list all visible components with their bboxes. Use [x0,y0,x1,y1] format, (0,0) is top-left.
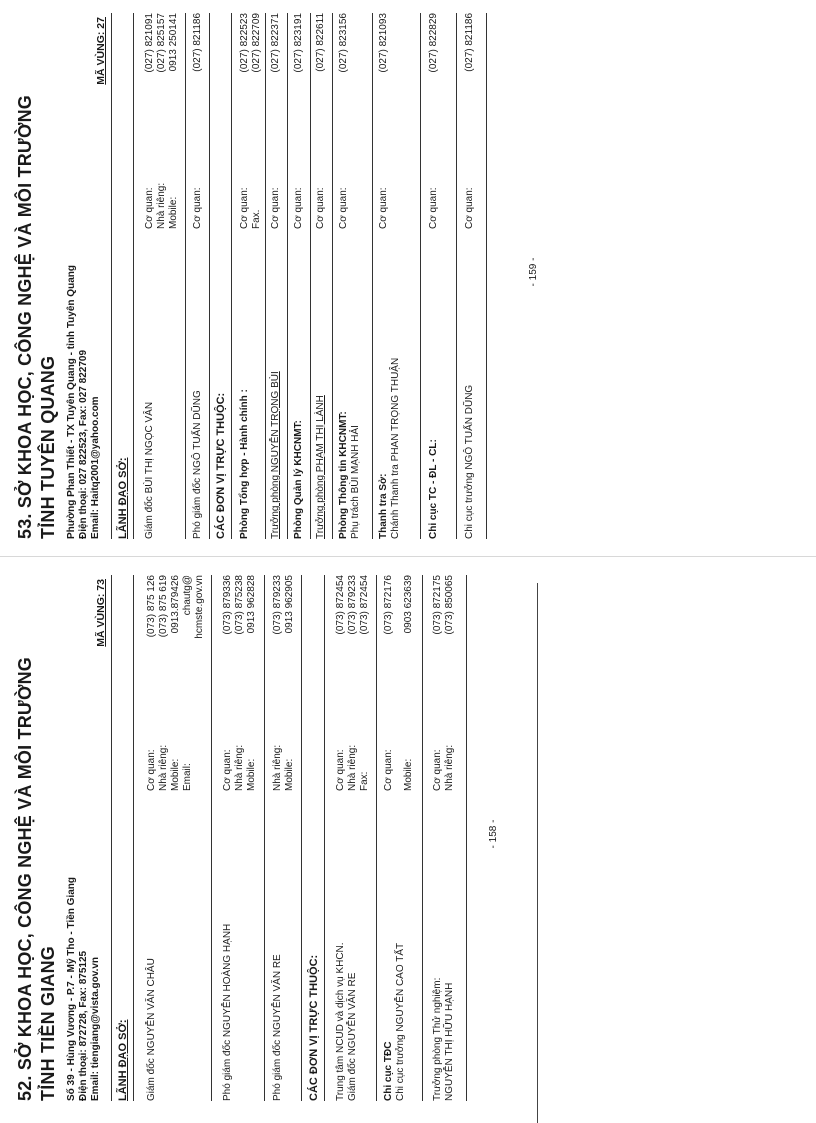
divider [231,13,232,539]
divider [456,13,457,539]
contact-value: 0913 962828 [246,575,257,634]
unit-name: Phòng Quản lý KHCNMT: [293,420,304,539]
contact-label: Cơ quan: [432,749,443,791]
unit-name: Trưởng phòng Thử nghiệm: [432,977,443,1101]
contact-value: (027) 822611 [315,13,326,72]
page-number: - 158 - [488,819,499,849]
divider [133,575,134,1101]
leader-name: Phó giám đốc NGUYỄN HOÀNG HẠNH [222,923,233,1101]
contact-label: Mobile: [170,758,181,791]
contact-value: 0913 962905 [284,575,295,634]
contact-value: (073) 879233 [272,575,283,635]
divider [111,575,112,1101]
contact-label: Cơ quan: [338,187,349,229]
contact-value: (027) 821091 [144,13,155,73]
contact-label: Cơ quan: [239,187,250,229]
dept-contact [66,741,102,1101]
contact-value: (073) 872454 [359,575,370,635]
dept-title-line2: TỈNH TUYÊN QUANG [38,355,58,539]
page-159 [0,4,816,539]
contact-label: Mobile: [168,196,179,229]
contact-label: Cơ quan: [192,187,203,229]
divider [185,13,186,539]
divider [211,575,212,1101]
contact-label: Cơ quan: [383,749,394,791]
leader-name: Phó giám đốc NGUYỄN VĂN RE [272,954,283,1101]
contact-value: (027) 821186 [464,13,475,72]
contact-label: Cơ quan: [464,187,475,229]
contact-value: (073) 875 619 [158,575,169,638]
dept-title-line2: TỈNH TIỀN GIANG [38,946,58,1101]
contact-label: Fax. [251,209,262,229]
divider [133,13,134,539]
contact-value: (027) 823156 [338,13,349,73]
area-code: MÃ VÙNG: 27 [95,17,107,85]
unit-name: Trung tâm NCUD và dịch vụ KHCN. [335,942,346,1101]
contact-label: Cơ quan: [222,749,233,791]
page-number: - 159 - [528,257,539,287]
dept-email: Email: tiengiang@vista.gov.vn [90,956,101,1101]
contact-value: (073) 872454 [335,575,346,635]
contact-label: Nhà riêng: [272,744,283,791]
leadership-heading: LÃNH ĐẠO SỞ: [117,1019,129,1101]
contact-value: (027) 821093 [378,13,389,73]
contact-value: (073) 875238 [234,575,245,635]
contact-value: 0903 623639 [403,575,414,634]
unit-head: Phụ trách BÙI MẠNH HẢI [350,425,361,539]
dept-address: Số 39 - Hùng Vương - P.7 - Mỹ Tho - Tiền Giang [66,877,77,1101]
contact-label: Nhà riêng: [234,744,245,791]
divider [310,13,311,539]
unit-name: Phòng Tổng hợp - Hành chính : [239,389,250,539]
scan-edge-line [537,583,538,1123]
contact-value: (073) 850065 [444,575,455,635]
page-158 [0,566,816,1101]
dept-contact [66,179,102,539]
unit-head: Chi cục trưởng NGUYỄN CAO TẤT [395,942,406,1101]
divider [265,13,266,539]
contact-value: (027) 821186 [192,13,203,72]
divider [376,575,377,1101]
contact-label: Cơ quan: [293,187,304,229]
contact-value: hcmste.gov.vn [194,575,205,639]
contact-label: Mobile: [246,758,257,791]
leader-name: Giám đốc BÙI THỊ NGỌC VÂN [144,401,155,539]
contact-value: (073) 879336 [222,575,233,635]
divider [287,13,288,539]
unit-head: Chi cục trưởng NGÔ TUẤN DŨNG [464,384,475,539]
unit-head: Giám đốc NGUYỄN VĂN RE [347,972,358,1101]
contact-label: Nhà riêng: [158,744,169,791]
unit-head: Chánh Thanh tra PHAN TRỌNG THUẬN [390,357,401,539]
contact-value: (027) 822371 [270,13,281,73]
contact-value: (027) 825157 [156,13,167,73]
unit-head: NGUYỄN THỊ HỮU HẠNH [444,982,455,1101]
dept-phone-fax: Điện thoại: 872728, Fax: 875125 [78,950,89,1101]
divider [301,575,302,1101]
divider [209,13,210,539]
contact-value: (027) 822829 [428,13,439,73]
divider [332,13,333,539]
divider [372,13,373,539]
contact-label: Fax: [359,771,370,791]
divider [264,575,265,1101]
contact-label: Cơ quan: [378,187,389,229]
units-heading: CÁC ĐƠN VỊ TRỰC THUỘC: [308,954,320,1101]
contact-value: (027) 822523 [239,13,250,73]
unit-name: Chi cục TĐC [383,1041,394,1101]
contact-label: Cơ quan: [315,187,326,229]
contact-label: Nhà riêng: [444,744,455,791]
unit-name: Chi cục TC - ĐL - CL: [428,439,439,539]
contact-label: Email: [182,763,193,791]
unit-name: Thanh tra Sở: [378,473,389,539]
divider [111,13,112,539]
contact-value: 0913 250141 [168,13,179,72]
contact-label: Cơ quan: [270,187,281,229]
dept-title [14,29,60,539]
contact-value: (027) 822709 [251,13,262,73]
contact-label: Cơ quan: [146,749,157,791]
contact-value: chautg@ [182,575,193,616]
dept-title-line1: 52. SỞ KHOA HỌC, CÔNG NGHỆ VÀ MÔI TRƯỜNG [15,656,35,1101]
contact-value: (073) 879233 [347,575,358,635]
divider [466,575,467,1101]
unit-name: Phòng Thông tin KHCNMT: [338,411,349,539]
unit-head: Trưởng phòng PHẠM THỊ LÀNH [315,395,326,539]
units-heading: CÁC ĐƠN VỊ TRỰC THUỘC: [215,392,227,539]
contact-value: (073) 872176 [383,575,394,635]
contact-label: Mobile: [284,758,295,791]
area-code: MÃ VÙNG: 73 [95,579,107,647]
contact-value: (027) 823191 [293,13,304,73]
dept-title-line1: 53. SỞ KHOA HỌC, CÔNG NGHỆ VÀ MÔI TRƯỜNG [15,94,35,539]
contact-value: (073) 872175 [432,575,443,635]
contact-label: Cơ quan: [144,187,155,229]
page-fold [0,556,816,557]
contact-value: 0913.879426 [170,575,181,634]
dept-title [14,591,60,1101]
divider [324,575,325,1101]
divider [422,575,423,1101]
divider [420,13,421,539]
contact-label: Nhà riêng: [347,744,358,791]
dept-address: Phường Phan Thiết - TX Tuyên Quang - tỉnh Tuyên Quang [66,265,77,539]
dept-phone-fax: Điện thoại: 027 822523, Fax: 027 822709 [78,349,89,539]
leader-name: Phó giám đốc NGÔ TUẤN DŨNG [192,390,203,539]
leadership-heading: LÃNH ĐẠO SỞ: [117,457,129,539]
contact-label: Mobile: [403,758,414,791]
contact-label: Cơ quan: [335,749,346,791]
divider [486,13,487,539]
leader-name: Giám đốc NGUYỄN VĂN CHÂU [146,958,157,1101]
dept-email: Email: Haitq2001@yahoo.com [90,396,101,539]
contact-label: Cơ quan: [428,187,439,229]
contact-value: (073) 875 126 [146,575,157,638]
contact-label: Nhà riêng: [156,182,167,229]
unit-head: Trưởng phòng NGUYỄN TRỌNG BÙI [270,371,281,539]
